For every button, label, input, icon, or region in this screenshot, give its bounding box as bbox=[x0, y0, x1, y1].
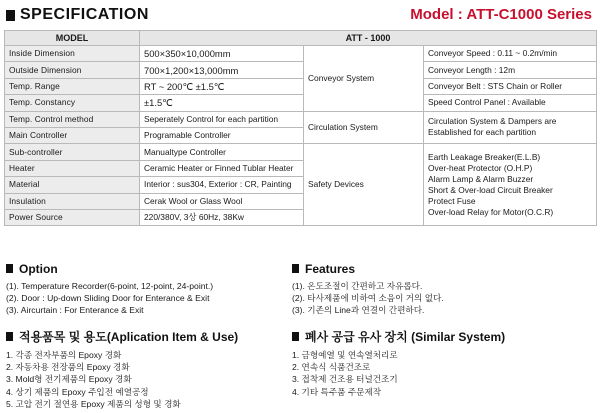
list-item: 4. 상기 제품의 Epoxy 주입전 예열공정 bbox=[6, 386, 149, 397]
col-value: ATT - 1000 bbox=[140, 31, 597, 46]
features-list bbox=[292, 280, 444, 317]
list-item: (1). Temperature Recorder(6-point, 12-point, 24-point.) bbox=[6, 281, 214, 291]
page-title: SPECIFICATION bbox=[20, 6, 149, 23]
safety-line: Over-heat Protector (O.H.P) bbox=[428, 162, 533, 173]
application-heading bbox=[6, 328, 238, 344]
row-label: Temp. Constancy bbox=[5, 95, 140, 111]
similar-title: 폐사 공급 유사 장치 (Similar System) bbox=[305, 330, 506, 344]
application-list bbox=[6, 349, 181, 410]
row-label: Power Source bbox=[5, 209, 140, 225]
row-value: Ceramic Heater or Finned Tublar Heater bbox=[140, 160, 304, 176]
row-label: Main Controller bbox=[5, 127, 140, 143]
list-item: (3). Aircurtain : For Enterance & Exit bbox=[6, 305, 144, 316]
conveyor-item: Conveyor Speed : 0.11 ~ 0.2m/min bbox=[424, 46, 597, 62]
list-item: 3. 접착제 건조용 터널건조기 bbox=[292, 374, 398, 385]
row-label: Sub-controller bbox=[5, 144, 140, 160]
row-label: Inside Dimension bbox=[5, 46, 140, 62]
list-item: 2. 자동차용 전장품의 Epoxy 경화 bbox=[6, 362, 130, 373]
list-item: (3). 기존의 Line과 연결이 간편하다. bbox=[292, 305, 425, 316]
bullet-square-icon bbox=[6, 10, 15, 21]
features-heading bbox=[292, 262, 355, 278]
spec-table bbox=[4, 30, 597, 226]
bullet-square-icon bbox=[6, 264, 13, 273]
option-heading bbox=[6, 262, 58, 278]
table-row bbox=[5, 111, 597, 127]
col-model: MODEL bbox=[5, 31, 140, 46]
row-value: 700×1,200×13,000mm bbox=[140, 62, 304, 78]
application-title: 적용품목 및 용도(Aplication Item & Use) bbox=[19, 330, 239, 344]
row-value: ±1.5℃ bbox=[140, 95, 304, 111]
safety-line: Over-load Relay for Motor(O.C.R) bbox=[428, 206, 554, 217]
similar-heading bbox=[292, 328, 505, 344]
safety-line: Alarm Lamp & Alarm Buzzer bbox=[428, 173, 534, 184]
conveyor-item: Speed Control Panel : Available bbox=[424, 95, 597, 111]
safety-line: Short & Over-load Circuit Breaker bbox=[428, 184, 553, 195]
row-value: Programable Controller bbox=[140, 127, 304, 143]
table-row bbox=[5, 46, 597, 62]
table-row bbox=[5, 144, 597, 160]
option-list bbox=[6, 280, 213, 317]
similar-list bbox=[292, 349, 398, 398]
features-title: Features bbox=[305, 262, 356, 276]
row-label: Outside Dimension bbox=[5, 62, 140, 78]
list-item: (2). Door : Up-down Sliding Door for Enterance & Exit bbox=[6, 293, 210, 304]
row-label: Heater bbox=[5, 160, 140, 176]
list-item: (1). 온도조절이 간편하고 자유롭다. bbox=[292, 281, 423, 291]
bullet-square-icon bbox=[292, 332, 299, 341]
list-item: 1. 각종 전자부품의 Epoxy 경화 bbox=[6, 350, 122, 360]
group-conveyor: Conveyor System bbox=[304, 46, 424, 112]
list-item: 5. 고압 전기 절연용 Epoxy 제품의 성형 및 경화 bbox=[6, 398, 181, 409]
row-value: Cerak Wool or Glass Wool bbox=[140, 193, 304, 209]
row-label: Insulation bbox=[5, 193, 140, 209]
table-row bbox=[5, 78, 597, 94]
model-label: Model : ATT-C1000 Series bbox=[410, 6, 592, 23]
safety-line: Earth Leakage Breaker(E.L.B) bbox=[428, 151, 541, 162]
table-row bbox=[5, 95, 597, 111]
group-safety: Safety Devices bbox=[304, 144, 424, 226]
spec-header bbox=[6, 6, 596, 26]
row-label: Material bbox=[5, 177, 140, 193]
row-value: 220/380V, 3상 60Hz, 38Kw bbox=[140, 209, 304, 225]
row-value: Seperately Control for each partition bbox=[140, 111, 304, 127]
row-value: Manualtype Controller bbox=[140, 144, 304, 160]
row-value: Interior : sus304, Exterior : CR, Painting bbox=[140, 177, 304, 193]
safety-desc bbox=[424, 144, 597, 226]
bullet-square-icon bbox=[6, 332, 13, 341]
list-item: 1. 금형예열 및 연속열처리로 bbox=[292, 350, 398, 360]
table-row bbox=[5, 62, 597, 78]
bullet-square-icon bbox=[292, 264, 299, 273]
table-header-row bbox=[5, 31, 597, 46]
circulation-line: Circulation System & Dampers are bbox=[428, 116, 557, 127]
safety-line: Protect Fuse bbox=[428, 195, 476, 206]
circulation-line: Established for each partition bbox=[428, 127, 537, 138]
list-item: 2. 연속식 식품건조로 bbox=[292, 362, 371, 373]
row-value: RT ~ 200℃ ±1.5℃ bbox=[140, 78, 304, 94]
list-item: 4. 기타 특주품 주문제작 bbox=[292, 386, 382, 397]
group-circulation: Circulation System bbox=[304, 111, 424, 144]
row-label: Temp. Control method bbox=[5, 111, 140, 127]
row-label: Temp. Range bbox=[5, 78, 140, 94]
list-item: 3. Mold형 전기제품의 Epoxy 경화 bbox=[6, 374, 132, 385]
conveyor-item: Conveyor Length : 12m bbox=[424, 62, 597, 78]
option-title: Option bbox=[19, 262, 58, 276]
conveyor-item: Conveyor Belt : STS Chain or Roller bbox=[424, 78, 597, 94]
row-value: 500×350×10,000mm bbox=[140, 46, 304, 62]
list-item: (2). 타사제품에 비하여 소음이 거의 없다. bbox=[292, 293, 444, 304]
circulation-desc bbox=[424, 111, 597, 144]
